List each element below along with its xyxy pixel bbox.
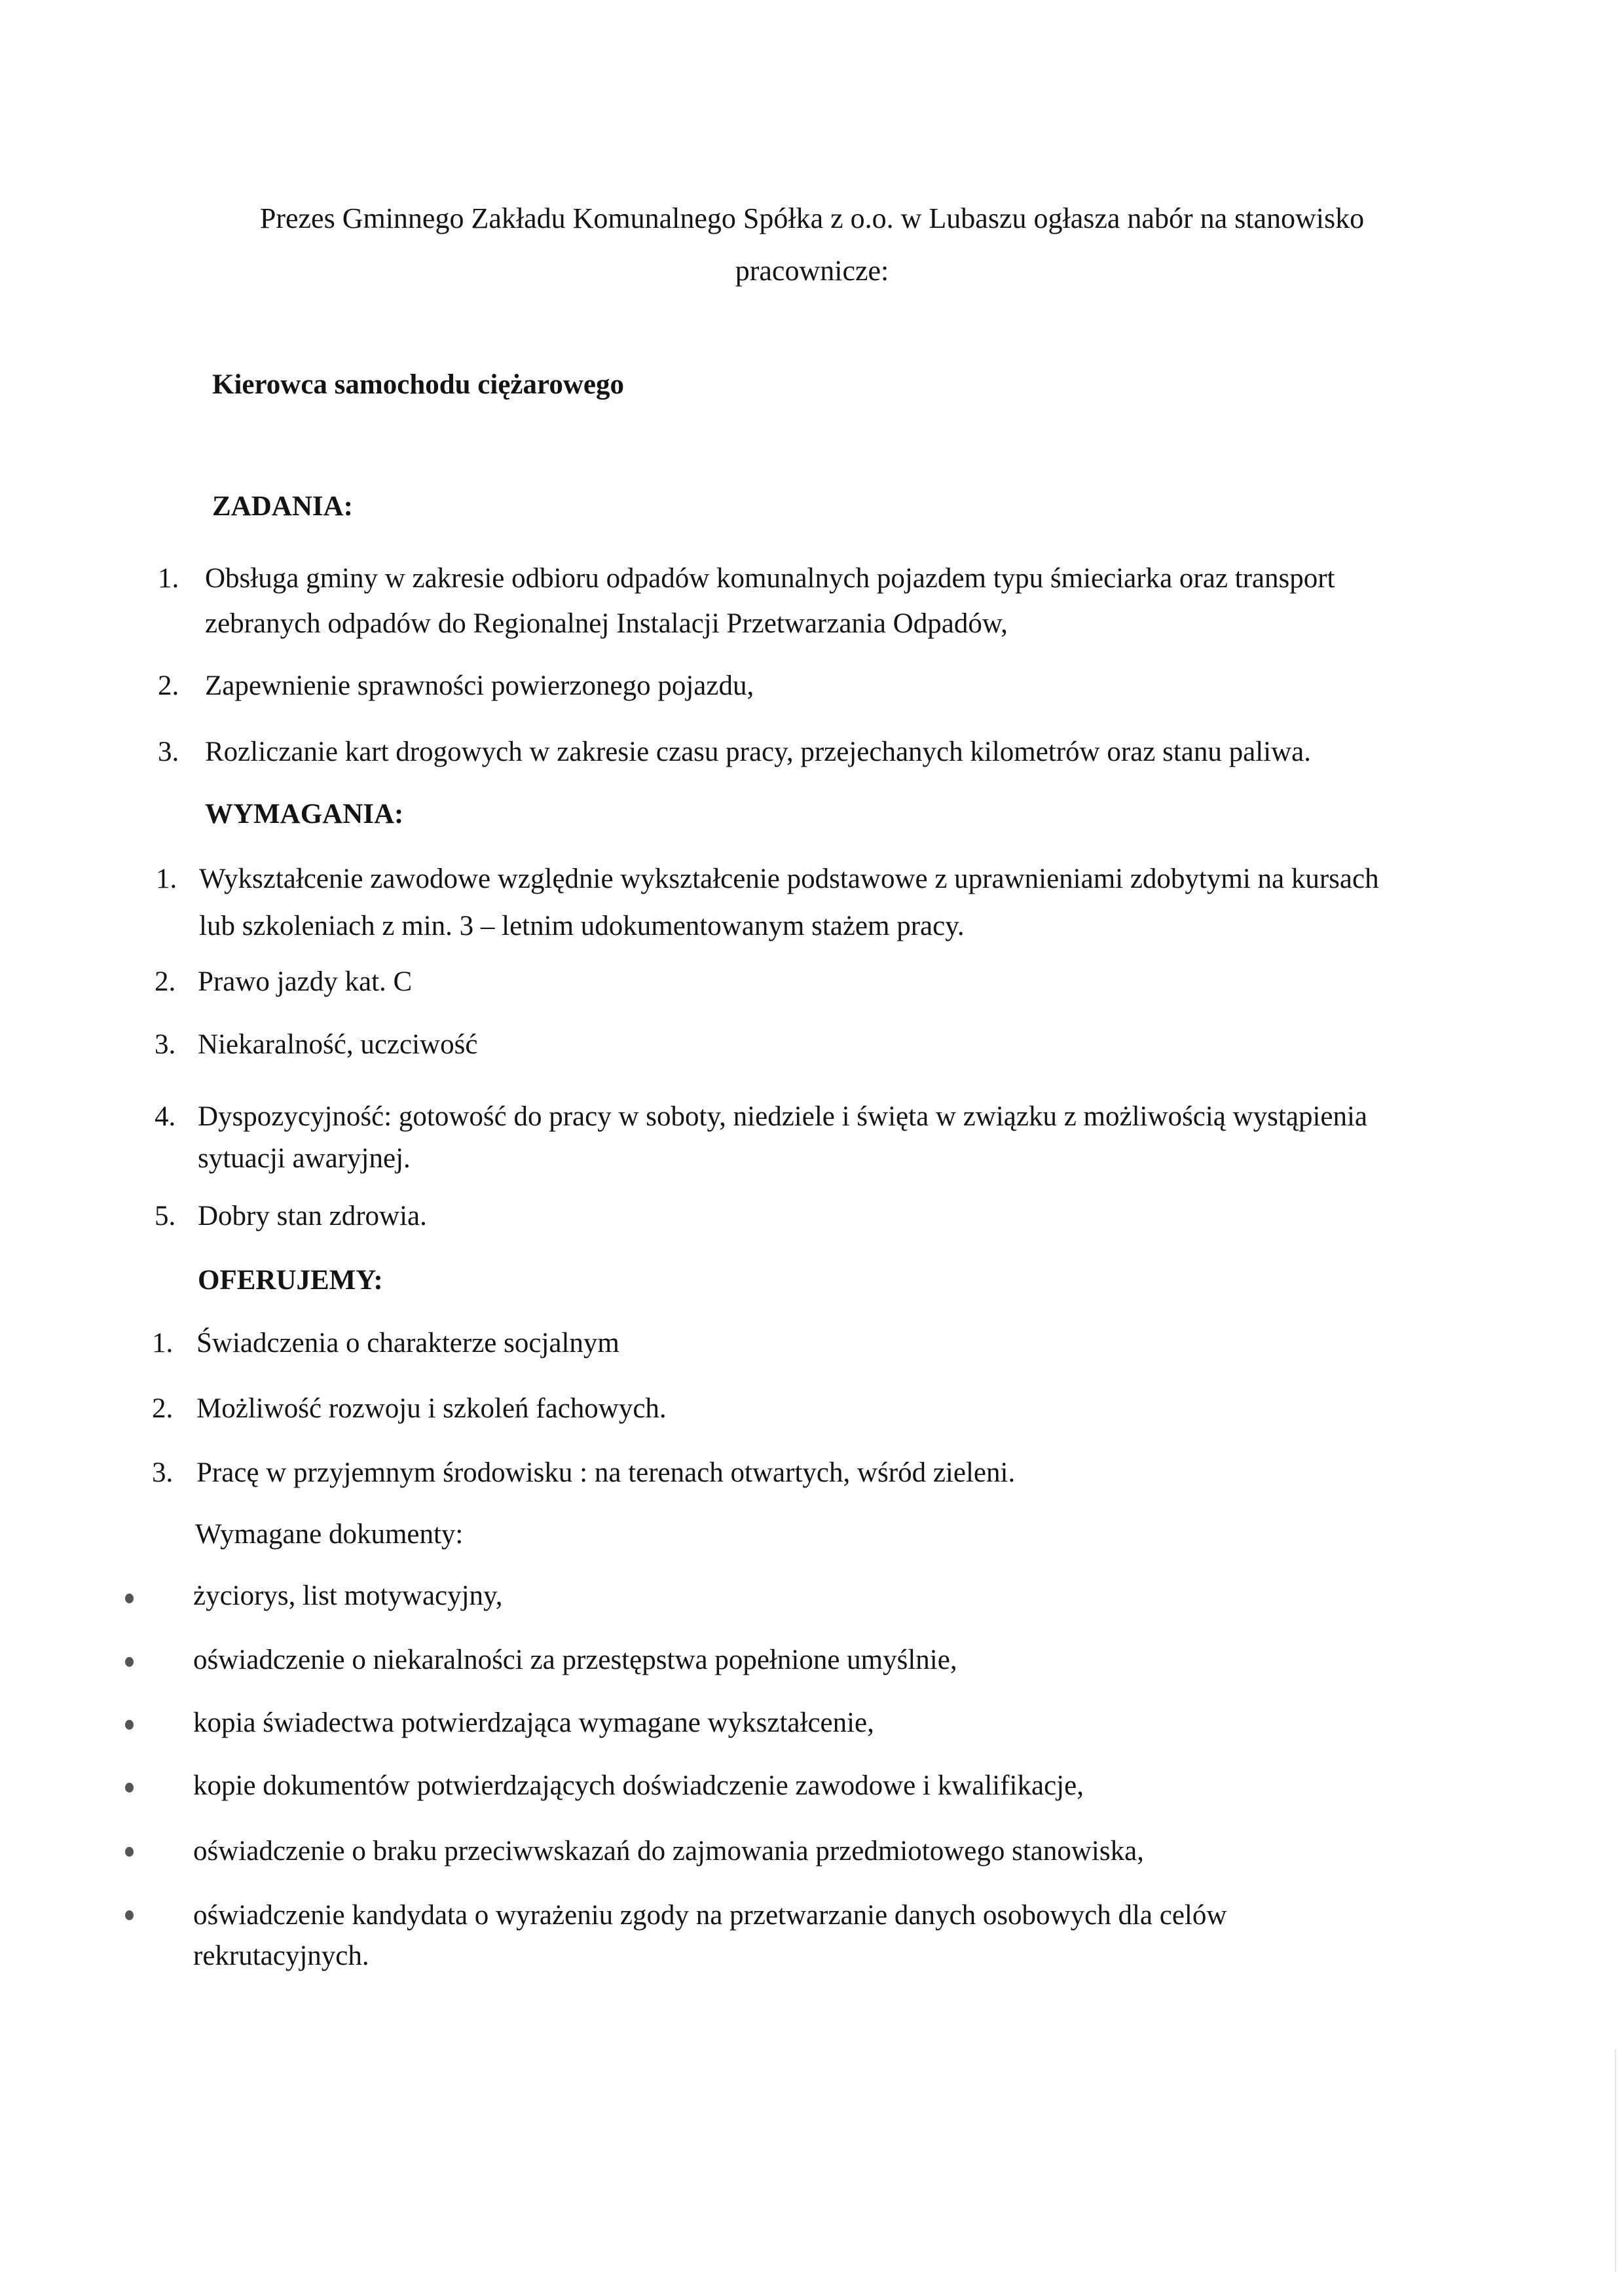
announcement-header-line-2: pracownicze: [735,255,889,287]
list-item-text-continued: sytuacji awaryjnej. [198,1143,411,1174]
list-item-text: Pracę w przyjemnym środowisku : na terenach otwartych, wśród zieleni. [196,1457,1016,1488]
list-number: 1. [152,1328,174,1358]
list-item-text: Prawo jazdy kat. C [198,966,413,997]
bullet-item-text: życiorys, list motywacyjny, [193,1580,503,1611]
bullet-icon [125,1847,134,1857]
bullet-icon [125,1594,134,1603]
list-item-text: Dyspozycyjność: gotowość do pracy w soboty, niedziele i święta w związku z możliwością wystąpienia [198,1101,1368,1132]
list-item-text-continued: zebranych odpadów do Regionalnej Instalacji Przetwarzania Odpadów, [205,608,1008,639]
announcement-header-line-1: Prezes Gminnego Zakładu Komunalnego Spółka z o.o. w Lubaszu ogłasza nabór na stanowisko [259,202,1365,234]
list-number: 1. [156,864,177,894]
position-title: Kierowca samochodu ciężarowego [212,369,624,400]
section-heading-dokumenty: Wymagane dokumenty: [195,1519,464,1550]
bullet-icon [125,1910,134,1920]
bullet-icon [125,1720,134,1730]
list-number: 2. [155,966,176,997]
bullet-icon [125,1657,134,1667]
list-number: 2. [158,670,179,701]
bullet-item-text-continued: rekrutacyjnych. [193,1941,369,1971]
list-number: 3. [158,737,179,767]
bullet-item-text: kopie dokumentów potwierdzających doświadczenie zawodowe i kwalifikacje, [193,1770,1084,1801]
bullet-item-text: oświadczenie o niekaralności za przestępstwa popełnione umyślnie, [193,1645,957,1675]
section-heading-oferujemy: OFERUJEMY: [198,1265,383,1296]
bullet-item-text: oświadczenie o braku przeciwwskazań do zajmowania przedmiotowego stanowiska, [193,1836,1144,1867]
scan-edge-line [1615,2049,1616,2272]
list-item-text: Zapewnienie sprawności powierzonego pojazdu, [205,670,754,701]
list-item-text-continued: lub szkoleniach z min. 3 – letnim udokumentowanym stażem pracy. [199,911,965,941]
bullet-icon [125,1783,134,1793]
section-heading-zadania: ZADANIA: [212,491,353,522]
list-number: 5. [155,1201,176,1231]
list-item-text: Rozliczanie kart drogowych w zakresie czasu pracy, przejechanych kilometrów oraz stanu paliwa. [205,737,1311,767]
section-heading-wymagania: WYMAGANIA: [205,799,404,829]
list-number: 2. [152,1393,174,1424]
list-item-text: Dobry stan zdrowia. [198,1201,427,1231]
list-item-text: Możliwość rozwoju i szkoleń fachowych. [196,1393,667,1424]
list-number: 4. [155,1101,176,1132]
bullet-item-text: oświadczenie kandydata o wyrażeniu zgody na przetwarzanie danych osobowych dla celów [193,1900,1227,1931]
list-number: 1. [158,563,179,594]
list-item-text: Świadczenia o charakterze socjalnym [196,1328,619,1358]
list-number: 3. [152,1457,174,1488]
list-item-text: Obsługa gminy w zakresie odbioru odpadów komunalnych pojazdem typu śmieciarka oraz transport [205,563,1335,594]
list-item-text: Niekaralność, uczciwość [198,1029,478,1060]
list-number: 3. [155,1029,176,1060]
list-item-text: Wykształcenie zawodowe względnie wykształcenie podstawowe z uprawnieniami zdobytymi na kursach [199,864,1379,894]
bullet-item-text: kopia świadectwa potwierdzająca wymagane wykształcenie, [193,1707,874,1738]
